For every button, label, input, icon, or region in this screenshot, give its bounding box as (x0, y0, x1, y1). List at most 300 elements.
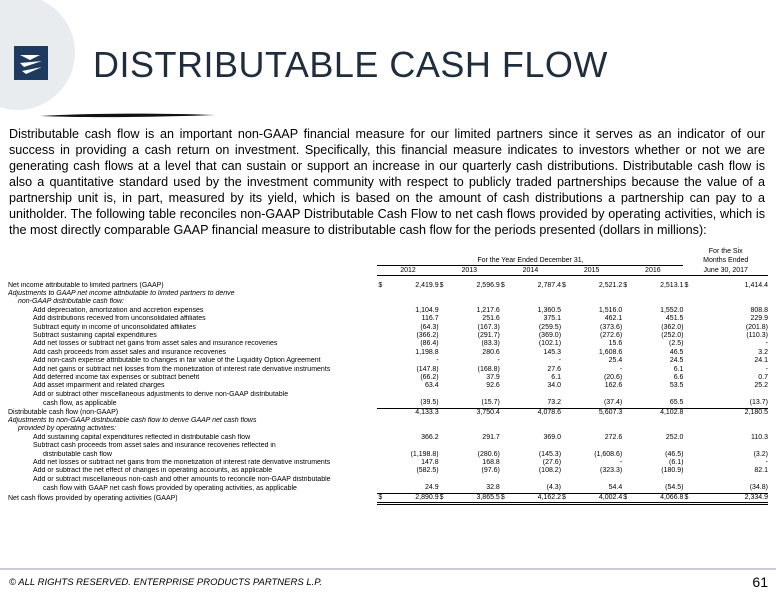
currency-spacer (683, 374, 694, 382)
currency-spacer (377, 476, 388, 484)
cell-value (510, 425, 561, 433)
cell-value (388, 476, 439, 484)
cell-value: 6.1 (673, 365, 684, 373)
currency-spacer (622, 349, 633, 357)
six-months-header-line3: June 30, 2017 (683, 266, 768, 276)
company-logo-icon (14, 46, 48, 80)
cell-value: (15.7) (449, 399, 500, 408)
currency-symbol: $ (378, 281, 383, 289)
currency-spacer (439, 451, 450, 459)
currency-spacer (500, 467, 511, 475)
currency-spacer (561, 425, 572, 433)
currency-spacer (500, 332, 511, 340)
currency-spacer (500, 391, 511, 399)
currency-spacer (622, 391, 633, 399)
cell-value (388, 298, 439, 306)
currency-spacer (622, 324, 633, 332)
cell-value: 53.5 (669, 382, 684, 390)
currency-spacer (561, 349, 572, 357)
cell-value: (46.5) (665, 450, 684, 458)
currency-spacer (683, 399, 694, 408)
currency-spacer (377, 434, 388, 442)
currency-symbol: $ (562, 281, 566, 289)
cell-value (510, 290, 561, 298)
cell-value: (64.3) (420, 323, 439, 331)
currency-spacer (683, 442, 694, 450)
cell-value: 6.1 (551, 373, 562, 381)
currency-spacer (683, 340, 694, 348)
row-label: Adjustments to GAAP net income attributable to limited partners to derive (8, 289, 235, 297)
cell-value: 6.6 (673, 373, 684, 381)
currency-spacer (622, 451, 633, 459)
cell-value (572, 391, 623, 399)
cell-value: 2,180.5 (744, 408, 768, 416)
currency-spacer (500, 476, 511, 484)
currency-spacer (439, 332, 450, 340)
currency-spacer (683, 324, 694, 332)
table-row (8, 315, 768, 323)
currency-spacer (561, 408, 572, 417)
row-label: Add depreciation, amortization and accretion expenses (33, 306, 204, 314)
cell-value (572, 298, 623, 306)
currency-spacer (377, 391, 388, 399)
currency-spacer (439, 366, 450, 374)
currency-spacer (683, 298, 694, 306)
table-row (8, 425, 768, 433)
currency-spacer (561, 391, 572, 399)
cell-value: 1,516.0 (598, 306, 623, 314)
currency-spacer (683, 382, 694, 390)
table-row (8, 282, 768, 290)
currency-spacer (561, 290, 572, 298)
currency-spacer (377, 332, 388, 340)
cell-value (449, 417, 500, 425)
cell-value: (582.5) (416, 467, 439, 475)
cell-value: 252.0 (665, 433, 684, 441)
cell-value: (20.6) (603, 373, 623, 381)
currency-spacer (683, 425, 694, 433)
table-row (8, 391, 768, 399)
cell-value: 24.9 (388, 484, 439, 493)
currency-spacer (561, 467, 572, 475)
currency-spacer (377, 442, 388, 450)
cell-value: 229.9 (750, 315, 768, 323)
row-label: Adjustments to non-GAAP distributable cash flow to derive GAAP net cash flows (8, 417, 257, 424)
cell-value: (272.6) (600, 331, 623, 339)
cell-value (633, 290, 684, 298)
footer-divider (0, 568, 776, 570)
row-label: Add net losses or subtract net gains from asset sales and insurance recoveries (33, 340, 278, 348)
table-row (8, 349, 768, 357)
currency-symbol: $ (439, 493, 450, 503)
currency-spacer (683, 459, 694, 467)
currency-spacer (377, 484, 388, 493)
table-row (8, 382, 768, 390)
currency-spacer (377, 382, 388, 390)
cell-value: 15.6 (608, 340, 623, 348)
row-label: Add asset impairment and related charges (33, 382, 165, 390)
cell-value: 4,078.6 (537, 408, 562, 416)
currency-spacer (622, 408, 633, 417)
currency-spacer (377, 307, 388, 315)
cell-value: 3,750.4 (476, 408, 500, 416)
cell-value: (1,608.6) (594, 450, 623, 458)
currency-symbol: $ (439, 281, 444, 289)
cell-value: (108.2) (538, 467, 562, 475)
currency-spacer (439, 442, 450, 450)
currency-spacer (377, 374, 388, 382)
currency-spacer (683, 391, 694, 399)
currency-spacer (439, 417, 450, 425)
currency-spacer (561, 459, 572, 467)
currency-spacer (439, 374, 450, 382)
cell-value: - (765, 459, 768, 467)
currency-spacer (622, 484, 633, 493)
cell-value (633, 425, 684, 433)
currency-spacer (500, 434, 511, 442)
copyright-footer: © ALL RIGHTS RESERVED. ENTERPRISE PRODUCTS PARTNERS L.P. (9, 577, 323, 588)
cell-value: - (619, 365, 623, 373)
currency-spacer (683, 357, 694, 365)
row-label: Add sustaining capital expenditures reflected in distributable cash flow (33, 433, 251, 441)
cell-value: - (765, 340, 768, 348)
currency-spacer (683, 417, 694, 425)
currency-spacer (500, 340, 511, 348)
currency-spacer (622, 399, 633, 408)
currency-spacer (439, 408, 450, 417)
currency-spacer (500, 425, 511, 433)
currency-spacer (377, 290, 388, 298)
currency-spacer (683, 332, 694, 340)
cell-value: 369.0 (543, 433, 562, 441)
currency-spacer (683, 476, 694, 484)
cell-value: 63.4 (425, 382, 439, 390)
cell-value: (2.5) (669, 340, 684, 348)
cell-value (633, 391, 684, 399)
cell-value: 1,608.6 (598, 348, 623, 356)
currency-spacer (500, 315, 511, 323)
cell-value: (66.2) (420, 373, 439, 381)
currency-spacer (561, 451, 572, 459)
cell-value: 2,334.9 (694, 493, 768, 503)
currency-spacer (500, 382, 511, 390)
currency-spacer (622, 315, 633, 323)
currency-spacer (500, 290, 511, 298)
cell-value: (259.5) (538, 323, 562, 331)
currency-spacer (377, 451, 388, 459)
cell-value (572, 290, 623, 298)
cell-value (388, 290, 439, 298)
cell-value: (37.4) (572, 399, 623, 408)
currency-spacer (500, 349, 511, 357)
cell-value: (147.8) (416, 365, 439, 373)
row-label: Distributable cash flow (non-GAAP) (8, 408, 119, 416)
currency-spacer (622, 307, 633, 315)
currency-spacer (377, 417, 388, 425)
table-row (8, 467, 768, 475)
cell-value (449, 298, 500, 306)
currency-spacer (377, 298, 388, 306)
currency-symbol: $ (684, 281, 689, 289)
currency-spacer (683, 451, 694, 459)
table-row (8, 290, 768, 298)
cell-value: 147.8 (421, 459, 439, 467)
row-label: distributable cash flow (43, 450, 112, 458)
table-row (8, 476, 768, 484)
currency-spacer (377, 340, 388, 348)
cell-value: 4,002.4 (572, 493, 623, 503)
row-label: Add non-cash expense attributable to changes in fair value of the Liquidity Option Agreement (33, 357, 321, 365)
row-label: non-GAAP distributable cash flow: (18, 298, 124, 306)
table-row (8, 442, 768, 450)
currency-symbol: $ (500, 281, 505, 289)
currency-symbol: $ (622, 493, 633, 503)
cell-value: - (436, 357, 439, 365)
currency-spacer (622, 476, 633, 484)
cell-value: 0.7 (758, 373, 768, 381)
cell-value (572, 425, 623, 433)
currency-spacer (622, 374, 633, 382)
cell-value: 2,787.4 (537, 281, 562, 289)
table-row (8, 324, 768, 332)
cell-value: 168.8 (482, 459, 500, 467)
cell-value: (4.3) (510, 484, 561, 493)
cell-value (510, 391, 561, 399)
row-label: Add distributions received from unconsolidated affiliates (33, 315, 206, 323)
currency-spacer (561, 484, 572, 493)
cell-value: (34.8) (694, 484, 768, 493)
row-label: Add cash proceeds from asset sales and insurance recoveries (33, 348, 226, 356)
currency-spacer (683, 349, 694, 357)
reconciliation-table-area (8, 247, 768, 505)
cell-value (572, 442, 623, 450)
currency-spacer (377, 366, 388, 374)
cell-value: (366.2) (416, 331, 439, 339)
cell-value (449, 442, 500, 450)
six-months-header-line1: For the Six (708, 247, 743, 255)
cell-value (510, 298, 561, 306)
currency-spacer (683, 434, 694, 442)
currency-spacer (622, 425, 633, 433)
currency-symbol: $ (377, 493, 388, 503)
currency-spacer (500, 366, 511, 374)
cell-value: (39.5) (388, 399, 439, 408)
currency-spacer (377, 349, 388, 357)
currency-spacer (561, 307, 572, 315)
currency-spacer (500, 399, 511, 408)
cell-value (510, 417, 561, 425)
currency-spacer (439, 382, 450, 390)
currency-spacer (500, 417, 511, 425)
cell-value (694, 298, 768, 306)
table-row (8, 399, 768, 408)
row-label: Add or subtract miscellaneous non-cash and other amounts to reconcile non-GAAP distributable (33, 475, 331, 483)
intro-paragraph: Distributable cash flow is an important non-GAAP financial measure for our limited partners since it serves as an indicator of our success in providing a cash return on investment. Specifically, this financial measure indicates to investors whether or not we are generating cash flows at a level that can sustain or support an increase in our quarterly cash distributions. Distributable cash flow is also a quantitative standard used by the investment community with respect to publicly traded partnerships because the value of a partnership unit is, in part, measured by its yield, which is based on the amount of cash distributions a partnership can pay to a unitholder. The following table reconciles non-GAAP Distributable Cash Flow to net cash flows provided by operating activities, which is the most directly comparable GAAP financial measure to distributable cash flow for the periods presented (dollars in millions): (9, 127, 765, 237)
currency-spacer (561, 442, 572, 450)
cell-value: 1,217.6 (476, 306, 500, 314)
cell-value: 2,419.9 (415, 281, 439, 289)
currency-spacer (439, 307, 450, 315)
currency-spacer (439, 340, 450, 348)
currency-spacer (561, 340, 572, 348)
currency-spacer (561, 324, 572, 332)
currency-spacer (500, 298, 511, 306)
currency-spacer (439, 476, 450, 484)
cell-value: 1,198.8 (415, 348, 439, 356)
currency-spacer (683, 408, 694, 417)
row-label: Net cash flows provided by operating activities (GAAP) (8, 495, 178, 503)
cell-value: 1,104.9 (415, 306, 439, 314)
cell-value: (54.5) (633, 484, 684, 493)
cell-value: 451.5 (665, 315, 684, 323)
cell-value: 4,162.2 (510, 493, 561, 503)
cell-value (694, 425, 768, 433)
cell-value (633, 476, 684, 484)
cell-value: 25.2 (754, 382, 768, 390)
row-label: Add or subtract other miscellaneous adjustments to derive non-GAAP distributable (33, 390, 289, 398)
cell-value (633, 417, 684, 425)
cell-value (633, 298, 684, 306)
page-number: 61 (752, 574, 768, 590)
currency-spacer (377, 324, 388, 332)
currency-spacer (622, 467, 633, 475)
table-row (8, 459, 768, 467)
cell-value: (97.6) (481, 467, 500, 475)
cell-value: 110.3 (751, 433, 768, 441)
cell-value: (373.6) (600, 323, 623, 331)
cell-value: 1,360.5 (537, 306, 562, 314)
cell-value: (83.3) (481, 340, 500, 348)
currency-symbol: $ (500, 493, 511, 503)
currency-spacer (500, 408, 511, 417)
currency-spacer (561, 399, 572, 408)
row-label: Net income attributable to limited partners (GAAP) (8, 281, 164, 289)
currency-symbol: $ (623, 281, 628, 289)
currency-spacer (622, 382, 633, 390)
currency-spacer (622, 417, 633, 425)
currency-spacer (439, 391, 450, 399)
cell-value (694, 290, 768, 298)
cell-value: 2,890.9 (388, 493, 439, 503)
table-row (8, 357, 768, 365)
cell-value (388, 442, 439, 450)
cell-value: 366.2 (421, 433, 439, 441)
currency-spacer (561, 434, 572, 442)
currency-spacer (622, 298, 633, 306)
currency-spacer (561, 366, 572, 374)
cell-value: 3.2 (758, 348, 768, 356)
year-header: 2015 (561, 266, 622, 276)
cell-value: 375.1 (543, 315, 562, 323)
cell-value: 272.6 (604, 433, 623, 441)
cell-value (633, 442, 684, 450)
table-row (8, 408, 768, 417)
table-row (8, 332, 768, 340)
cell-value: 116.7 (421, 315, 439, 323)
currency-spacer (622, 357, 633, 365)
cell-value (449, 425, 500, 433)
cell-value: 3,865.5 (449, 493, 500, 503)
row-label: cash flow with GAAP net cash flows provided by operating activities, as applicable (43, 484, 297, 492)
currency-spacer (439, 290, 450, 298)
currency-spacer (561, 417, 572, 425)
cell-value: 34.0 (547, 382, 562, 390)
year-header: 2014 (500, 266, 561, 276)
cell-value: (86.4) (420, 340, 439, 348)
table-row (8, 366, 768, 374)
cell-value: (3.2) (753, 450, 768, 458)
currency-spacer (622, 332, 633, 340)
cell-value (388, 417, 439, 425)
table-row (8, 307, 768, 315)
cell-value: - (619, 459, 623, 467)
currency-spacer (439, 357, 450, 365)
currency-spacer (683, 366, 694, 374)
currency-spacer (622, 340, 633, 348)
currency-spacer (683, 307, 694, 315)
cell-value (694, 391, 768, 399)
cell-value: 1,414.4 (744, 281, 768, 289)
row-label: Subtract cash proceeds from asset sales and insurance recoveries reflected in (33, 442, 276, 450)
row-label: provided by operating activities: (18, 425, 117, 433)
cell-value: 1,552.0 (660, 306, 684, 314)
cell-value (572, 417, 623, 425)
table-row (8, 340, 768, 348)
cell-value: 65.5 (633, 399, 684, 408)
cell-value: 2,596.9 (476, 281, 500, 289)
cell-value (449, 391, 500, 399)
cell-value: (145.3) (538, 450, 562, 458)
currency-spacer (561, 332, 572, 340)
cell-value: 462.1 (604, 315, 623, 323)
row-label: Subtract sustaining capital expenditures (33, 331, 157, 339)
cell-value: (291.7) (477, 331, 500, 339)
currency-spacer (377, 408, 388, 417)
cell-value: (6.1) (669, 459, 684, 467)
cell-value (572, 476, 623, 484)
cell-value: (110.3) (746, 331, 768, 339)
cell-value: 24.5 (669, 357, 684, 365)
currency-spacer (439, 315, 450, 323)
cell-value: (13.7) (694, 399, 768, 408)
row-label: cash flow, as applicable (43, 399, 117, 407)
table-row (8, 417, 768, 425)
cell-value: 27.6 (547, 365, 562, 373)
cell-value: 25.4 (608, 357, 623, 365)
currency-spacer (377, 315, 388, 323)
table-row (8, 451, 768, 459)
currency-spacer (439, 434, 450, 442)
cell-value: (323.3) (600, 467, 623, 475)
currency-spacer (683, 315, 694, 323)
currency-spacer (622, 459, 633, 467)
cell-value: (252.0) (661, 331, 684, 339)
currency-symbol: $ (561, 493, 572, 503)
currency-spacer (683, 290, 694, 298)
cell-value (694, 442, 768, 450)
currency-spacer (439, 467, 450, 475)
page-title: DISTRIBUTABLE CASH FLOW (93, 44, 608, 85)
currency-spacer (561, 357, 572, 365)
row-label: Subtract equity in income of unconsolidated affiliates (33, 323, 196, 331)
cell-value: 54.4 (572, 484, 623, 493)
cell-value (694, 476, 768, 484)
cell-value: 92.6 (486, 382, 500, 390)
table-row (8, 434, 768, 442)
six-months-header-line2: Months Ended (703, 257, 749, 265)
cell-value (510, 442, 561, 450)
cell-value: 4,102.8 (660, 408, 684, 416)
